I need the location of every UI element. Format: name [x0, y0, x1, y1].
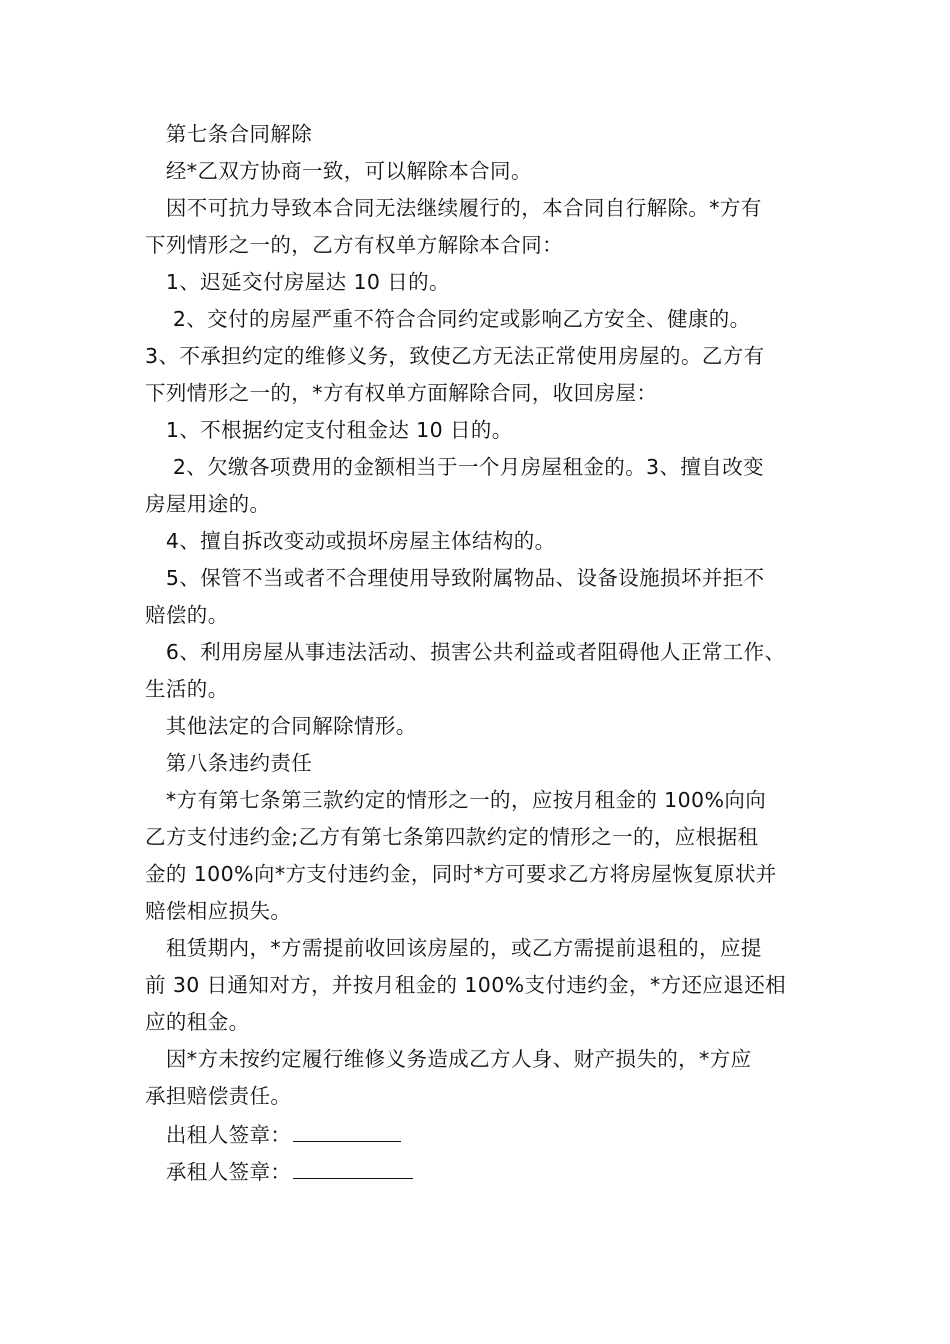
- tenant-signature-label: 承租人签章：: [145, 1160, 292, 1184]
- landlord-signature-label: 出租人签章：: [145, 1123, 292, 1147]
- list-item: 1、不根据约定支付租金达 10 日的。: [145, 418, 513, 442]
- list-item: 2、欠缴各项费用的金额相当于一个月房屋租金的。3、擅自改变: [145, 455, 764, 479]
- section-heading-7: 第七条合同解除: [145, 122, 313, 146]
- paragraph-line: 租赁期内，*方需提前收回该房屋的，或乙方需提前退租的，应提: [145, 936, 762, 960]
- list-item: 3、不承担约定的维修义务，致使乙方无法正常使用房屋的。乙方有: [145, 344, 765, 368]
- paragraph-line: 下列情形之一的，*方有权单方面解除合同，收回房屋：: [145, 381, 658, 405]
- paragraph-line: 应的租金。: [145, 1010, 250, 1034]
- paragraph-line: 乙方支付违约金;乙方有第七条第四款约定的情形之一的，应根据租: [145, 825, 759, 849]
- paragraph-line: 金的 100%向*方支付违约金，同时*方可要求乙方将房屋恢复原状并: [145, 862, 777, 886]
- tenant-signature-blank[interactable]: [293, 1156, 413, 1179]
- landlord-signature-line: [145, 1119, 401, 1149]
- paragraph-line: 生活的。: [145, 677, 229, 701]
- list-item: 2、交付的房屋严重不符合合同约定或影响乙方安全、健康的。: [145, 307, 751, 331]
- paragraph-line: *方有第七条第三款约定的情形之一的，应按月租金的 100%向向: [145, 788, 767, 812]
- paragraph-line: 房屋用途的。: [145, 492, 271, 516]
- paragraph-line: 因不可抗力导致本合同无法继续履行的，本合同自行解除。*方有: [145, 196, 762, 220]
- tenant-signature-line: [145, 1156, 413, 1186]
- paragraph-line: 赔偿的。: [145, 603, 229, 627]
- paragraph-line: 赔偿相应损失。: [145, 899, 292, 923]
- list-item: 6、利用房屋从事违法活动、损害公共利益或者阻碍他人正常工作、: [145, 640, 786, 664]
- paragraph-line: 其他法定的合同解除情形。: [145, 714, 417, 738]
- section-heading-8: 第八条违约责任: [145, 751, 313, 775]
- list-item: 4、擅自拆改变动或损坏房屋主体结构的。: [145, 529, 556, 553]
- landlord-signature-blank[interactable]: [293, 1119, 401, 1142]
- list-item: 1、迟延交付房屋达 10 日的。: [145, 270, 450, 294]
- paragraph-line: 前 30 日通知对方，并按月租金的 100%支付违约金，*方还应退还相: [145, 973, 786, 997]
- paragraph-line: 下列情形之一的，乙方有权单方解除本合同：: [145, 233, 563, 257]
- paragraph-line: 经*乙双方协商一致，可以解除本合同。: [145, 159, 532, 183]
- paragraph-line: 承担赔偿责任。: [145, 1084, 292, 1108]
- paragraph-line: 因*方未按约定履行维修义务造成乙方人身、财产损失的，*方应: [145, 1047, 752, 1071]
- list-item: 5、保管不当或者不合理使用导致附属物品、设备设施损坏并拒不: [145, 566, 765, 590]
